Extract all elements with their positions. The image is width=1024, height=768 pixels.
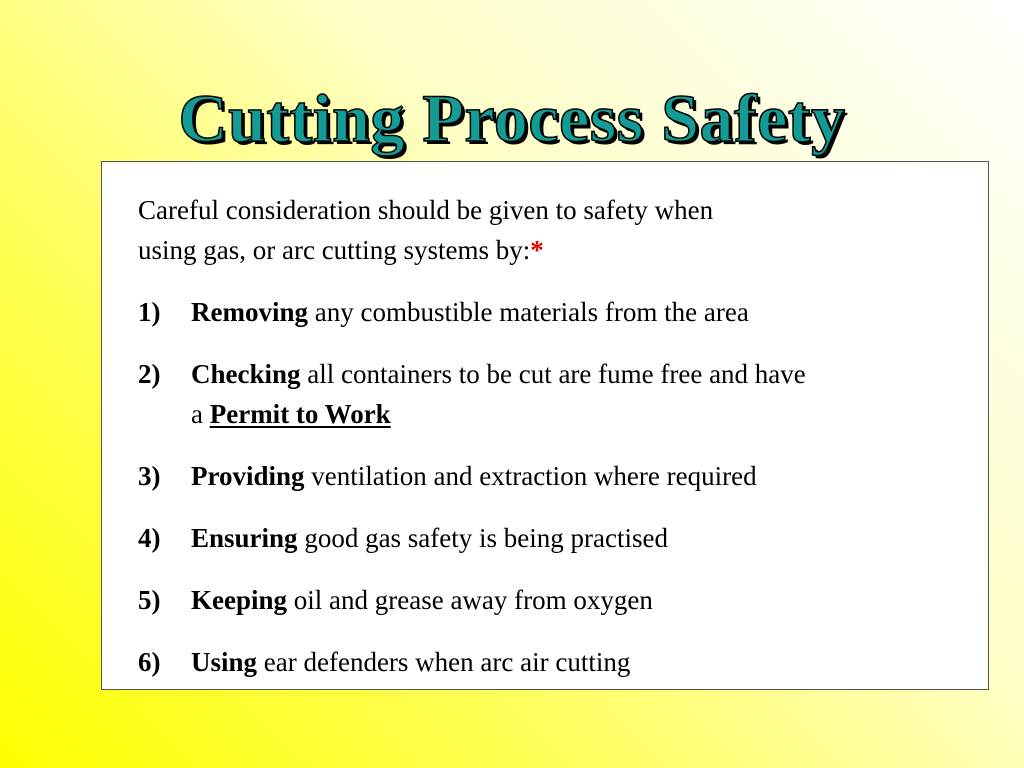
step-item-2 bbox=[138, 354, 978, 434]
content-box bbox=[101, 161, 989, 690]
safety-steps-list bbox=[138, 292, 978, 704]
step-verb: Using bbox=[191, 647, 258, 677]
step-text: any combustible materials from the area bbox=[308, 297, 749, 327]
step-verb: Checking bbox=[191, 359, 301, 389]
step-verb: Providing bbox=[191, 461, 305, 491]
step-line bbox=[191, 292, 978, 332]
step-item-1 bbox=[138, 292, 978, 332]
step-text: all containers to be cut are fume free and have bbox=[300, 359, 806, 389]
step-line bbox=[191, 580, 978, 620]
step-text-prefix: a bbox=[191, 399, 210, 429]
step-line bbox=[191, 642, 978, 682]
step-verb: Keeping bbox=[191, 585, 288, 615]
step-text: good gas safety is being practised bbox=[297, 523, 668, 553]
step-item-4 bbox=[138, 518, 978, 558]
footnote-asterisk: * bbox=[530, 235, 544, 265]
step-number: 4) bbox=[138, 523, 161, 553]
step-number: 2) bbox=[138, 359, 161, 389]
step-text: oil and grease away from oxygen bbox=[287, 585, 653, 615]
step-verb: Removing bbox=[191, 297, 308, 327]
intro-line-2 bbox=[138, 230, 958, 270]
step-text: ear defenders when arc air cutting bbox=[257, 647, 631, 677]
step-text: ventilation and extraction where required bbox=[304, 461, 757, 491]
step-line bbox=[191, 354, 978, 394]
intro-line-2-text: using gas, or arc cutting systems by: bbox=[138, 235, 531, 265]
step-number: 6) bbox=[138, 647, 161, 677]
intro-paragraph bbox=[138, 190, 958, 270]
permit-to-work-link[interactable]: Permit to Work bbox=[209, 399, 391, 429]
slide-title: Cutting Process Safety bbox=[178, 79, 846, 156]
step-item-6 bbox=[138, 642, 978, 682]
step-item-5 bbox=[138, 580, 978, 620]
step-number: 1) bbox=[138, 297, 161, 327]
step-number: 3) bbox=[138, 461, 161, 491]
step-number: 5) bbox=[138, 585, 161, 615]
step-verb: Ensuring bbox=[191, 523, 298, 553]
step-line-continued bbox=[191, 394, 978, 434]
step-item-3 bbox=[138, 456, 978, 496]
step-line bbox=[191, 456, 978, 496]
step-line bbox=[191, 518, 978, 558]
intro-line-1: Careful consideration should be given to safety when bbox=[138, 195, 714, 225]
